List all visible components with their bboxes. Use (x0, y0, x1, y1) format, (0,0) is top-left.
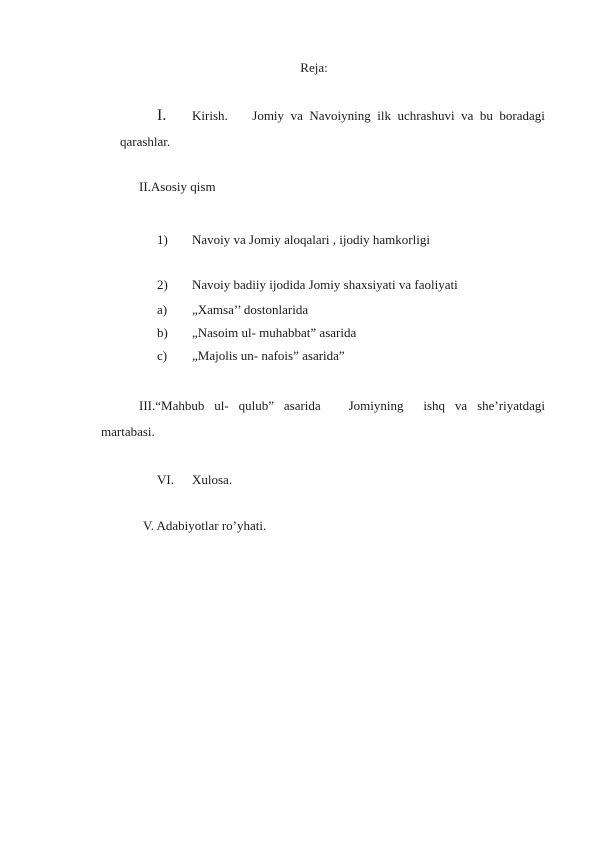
intro-word: bu (479, 108, 493, 123)
intro-word: Navoiyning (309, 108, 371, 123)
list-item-number: 2) (157, 277, 168, 292)
part3-word: Jomiyning (348, 398, 404, 413)
list-item-text: „Majolis un- nafois” asarida” (192, 348, 345, 363)
list-item-number: a) (157, 302, 168, 317)
intro-word: boradagi (499, 108, 545, 123)
part3-word: ul- (214, 398, 229, 413)
list-item-number: c) (157, 348, 168, 363)
list-item-number: 1) (157, 232, 168, 247)
list-item-text: Navoiy badiiy ijodida Jomiy shaxsiyati va faoliyati (192, 277, 458, 292)
part3-continuation: martabasi. (101, 424, 155, 439)
part3-word: ishq (423, 398, 446, 413)
list-item-number: b) (157, 325, 168, 340)
intro-word: va (290, 108, 303, 123)
list-item-text: „Nasoim ul- muhabbat” asarida (192, 325, 357, 340)
part3-word: asarida (283, 398, 321, 413)
conclusion-text: Xulosa. (192, 472, 233, 487)
intro-continuation: qarashlar. (120, 134, 171, 149)
list-item-text: Navoiy va Jomiy aloqalari , ijodiy hamkorligi (192, 232, 430, 247)
part3-word: qulub” (238, 398, 274, 413)
part3-word: III.“Mahbub (139, 398, 205, 413)
part2-heading: II.Asosiy qism (139, 179, 216, 194)
list-item-text: „Xamsa’’ dostonlarida (192, 302, 309, 317)
page-title: Reja: (300, 60, 328, 75)
conclusion-number: VI. (157, 472, 174, 487)
bibliography-heading: V. Adabiyotlar ro’yhati. (143, 518, 267, 533)
intro-word: ilk (377, 108, 392, 123)
intro-numeral: I. (157, 107, 167, 124)
intro-word: uchrashuvi (397, 108, 455, 123)
part3-word: she’riyatdagi (477, 398, 545, 413)
part3-word: va (454, 398, 468, 413)
intro-word: Jomiy (252, 108, 285, 123)
intro-word: Kirish. (192, 108, 228, 123)
part3-line (139, 398, 545, 414)
intro-line (192, 108, 545, 124)
intro-word: va (461, 108, 474, 123)
